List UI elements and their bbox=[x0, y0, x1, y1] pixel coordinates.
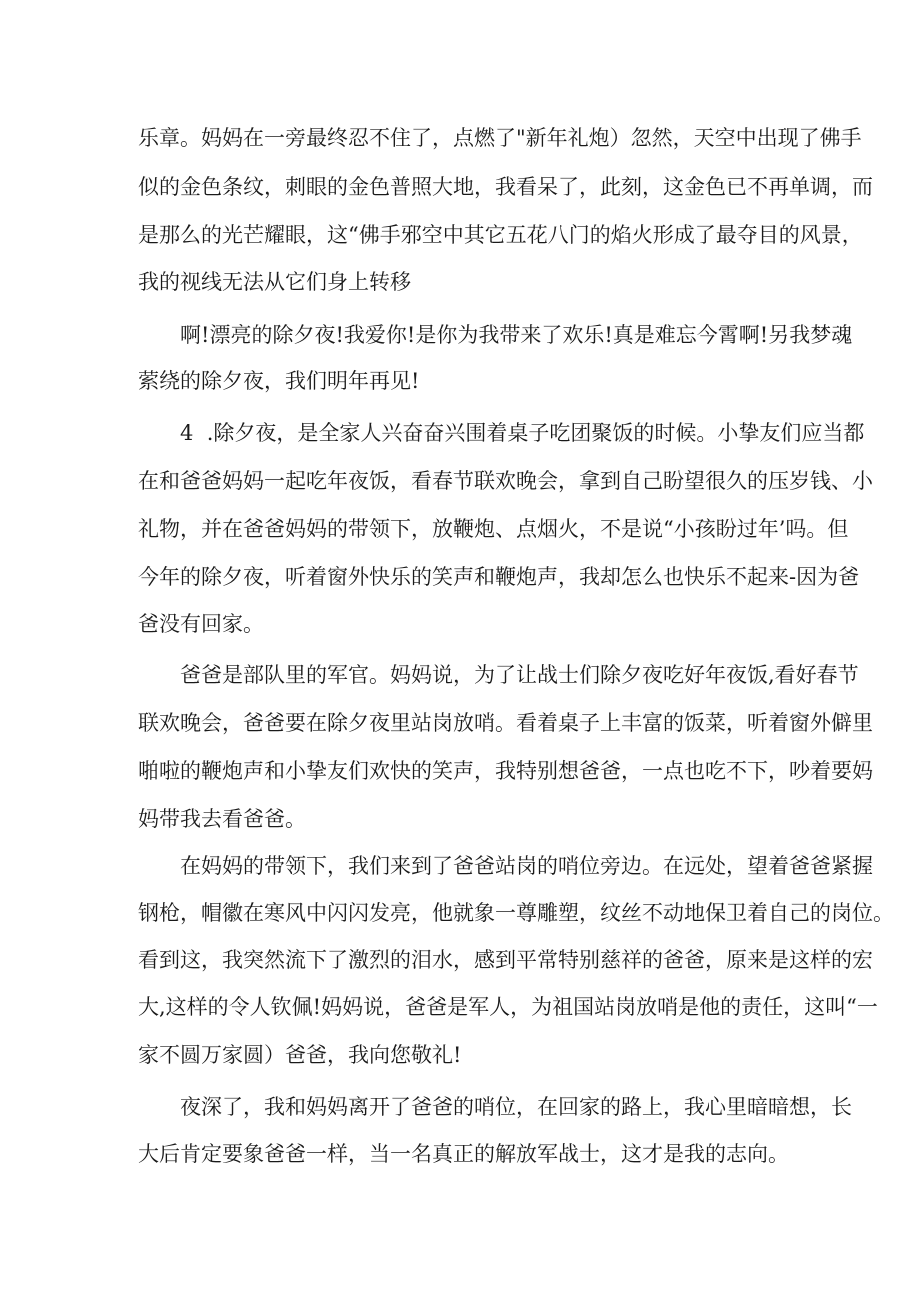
paragraph-5-line-2: 钢枪，帽徽在寒风中闪闪发亮，他就象一尊雕塑，纹丝不动地保卫着自己的岗位。 bbox=[138, 901, 894, 925]
paragraph-1-line-3: 是那么的光芒耀眼，这“佛手邪空中其它五花八门的焰火形成了最夺目的风景， bbox=[138, 223, 863, 247]
paragraph-4-line-1: 爸爸是部队里的军官。妈妈说，为了让战士们除夕夜吃好年夜饭,看好春节 bbox=[180, 663, 859, 687]
paragraph-4-line-2: 联欢晚会，爸爸要在除夕夜里站岗放哨。看着桌子上丰富的饭菜，听着窗外僻里 bbox=[138, 711, 873, 735]
paragraph-4-line-3: 啪啦的鞭炮声和小挚友们欢快的笑声，我特别想爸爸，一点也吃不下，吵着要妈 bbox=[138, 759, 873, 783]
paragraph-1-line-4: 我的视线无法从它们身上转移 bbox=[138, 270, 411, 294]
paragraph-1-line-1: 乐章。妈妈在一旁最终忍不住了，点燃了"新年礼炮）忽然，天空中出现了佛手 bbox=[138, 126, 862, 150]
paragraph-5-line-4: 大,这样的令人钦佩!妈妈说，爸爸是军人，为祖国站岗放哨是他的责任，这叫“一 bbox=[138, 995, 878, 1019]
paragraph-3-line-3: 礼物，并在爸爸妈妈的带领下，放鞭炮、点烟火，不是说“小孩盼过年’吗。但 bbox=[138, 517, 849, 541]
paragraph-2-line-1: 啊!漂亮的除夕夜!我爱你!是你为我带来了欢乐!真是难忘今霄啊!另我梦魂 bbox=[180, 323, 853, 347]
paragraph-5-line-5: 家不圆万家圆）爸爸，我向您敬礼! bbox=[138, 1043, 462, 1067]
paragraph-3-line-2: 在和爸爸妈妈一起吃年夜饭，看春节联欢晚会，拿到自己盼望很久的压岁钱、小 bbox=[138, 469, 873, 493]
paragraph-6-line-2: 大后肯定要象爸爸一样，当一名真正的解放军战士，这才是我的志向。 bbox=[138, 1142, 789, 1166]
paragraph-5-line-1: 在妈妈的带领下，我们来到了爸爸站岗的哨位旁边。在远处，望着爸爸紧握 bbox=[180, 854, 873, 878]
paragraph-5-line-3: 看到这，我突然流下了激烈的泪水，感到平常特别慈祥的爸爸，原来是这样的宏 bbox=[138, 948, 873, 972]
paragraph-6-line-1: 夜深了，我和妈妈离开了爸爸的哨位，在回家的路上，我心里暗暗想，长 bbox=[180, 1095, 852, 1119]
paragraph-3-line-4: 今年的除夕夜，听着窗外快乐的笑声和鞭炮声，我却怎么也快乐不起来-因为爸 bbox=[138, 565, 860, 589]
paragraph-1-line-2: 似的金色条纹，刺眼的金色普照大地，我看呆了，此刻，这金色已不再单调，而 bbox=[138, 175, 873, 199]
paragraph-4-line-4: 妈带我去看爸爸。 bbox=[138, 807, 306, 831]
paragraph-3-line-5: 爸没有回家。 bbox=[138, 612, 264, 636]
paragraph-2-line-2: 萦绕的除夕夜，我们明年再见! bbox=[138, 369, 420, 393]
paragraph-3-line-1: 4 .除夕夜，是全家人兴奋奋兴围着桌子吃团聚饭的时候。小挚友们应当都 bbox=[180, 421, 865, 445]
